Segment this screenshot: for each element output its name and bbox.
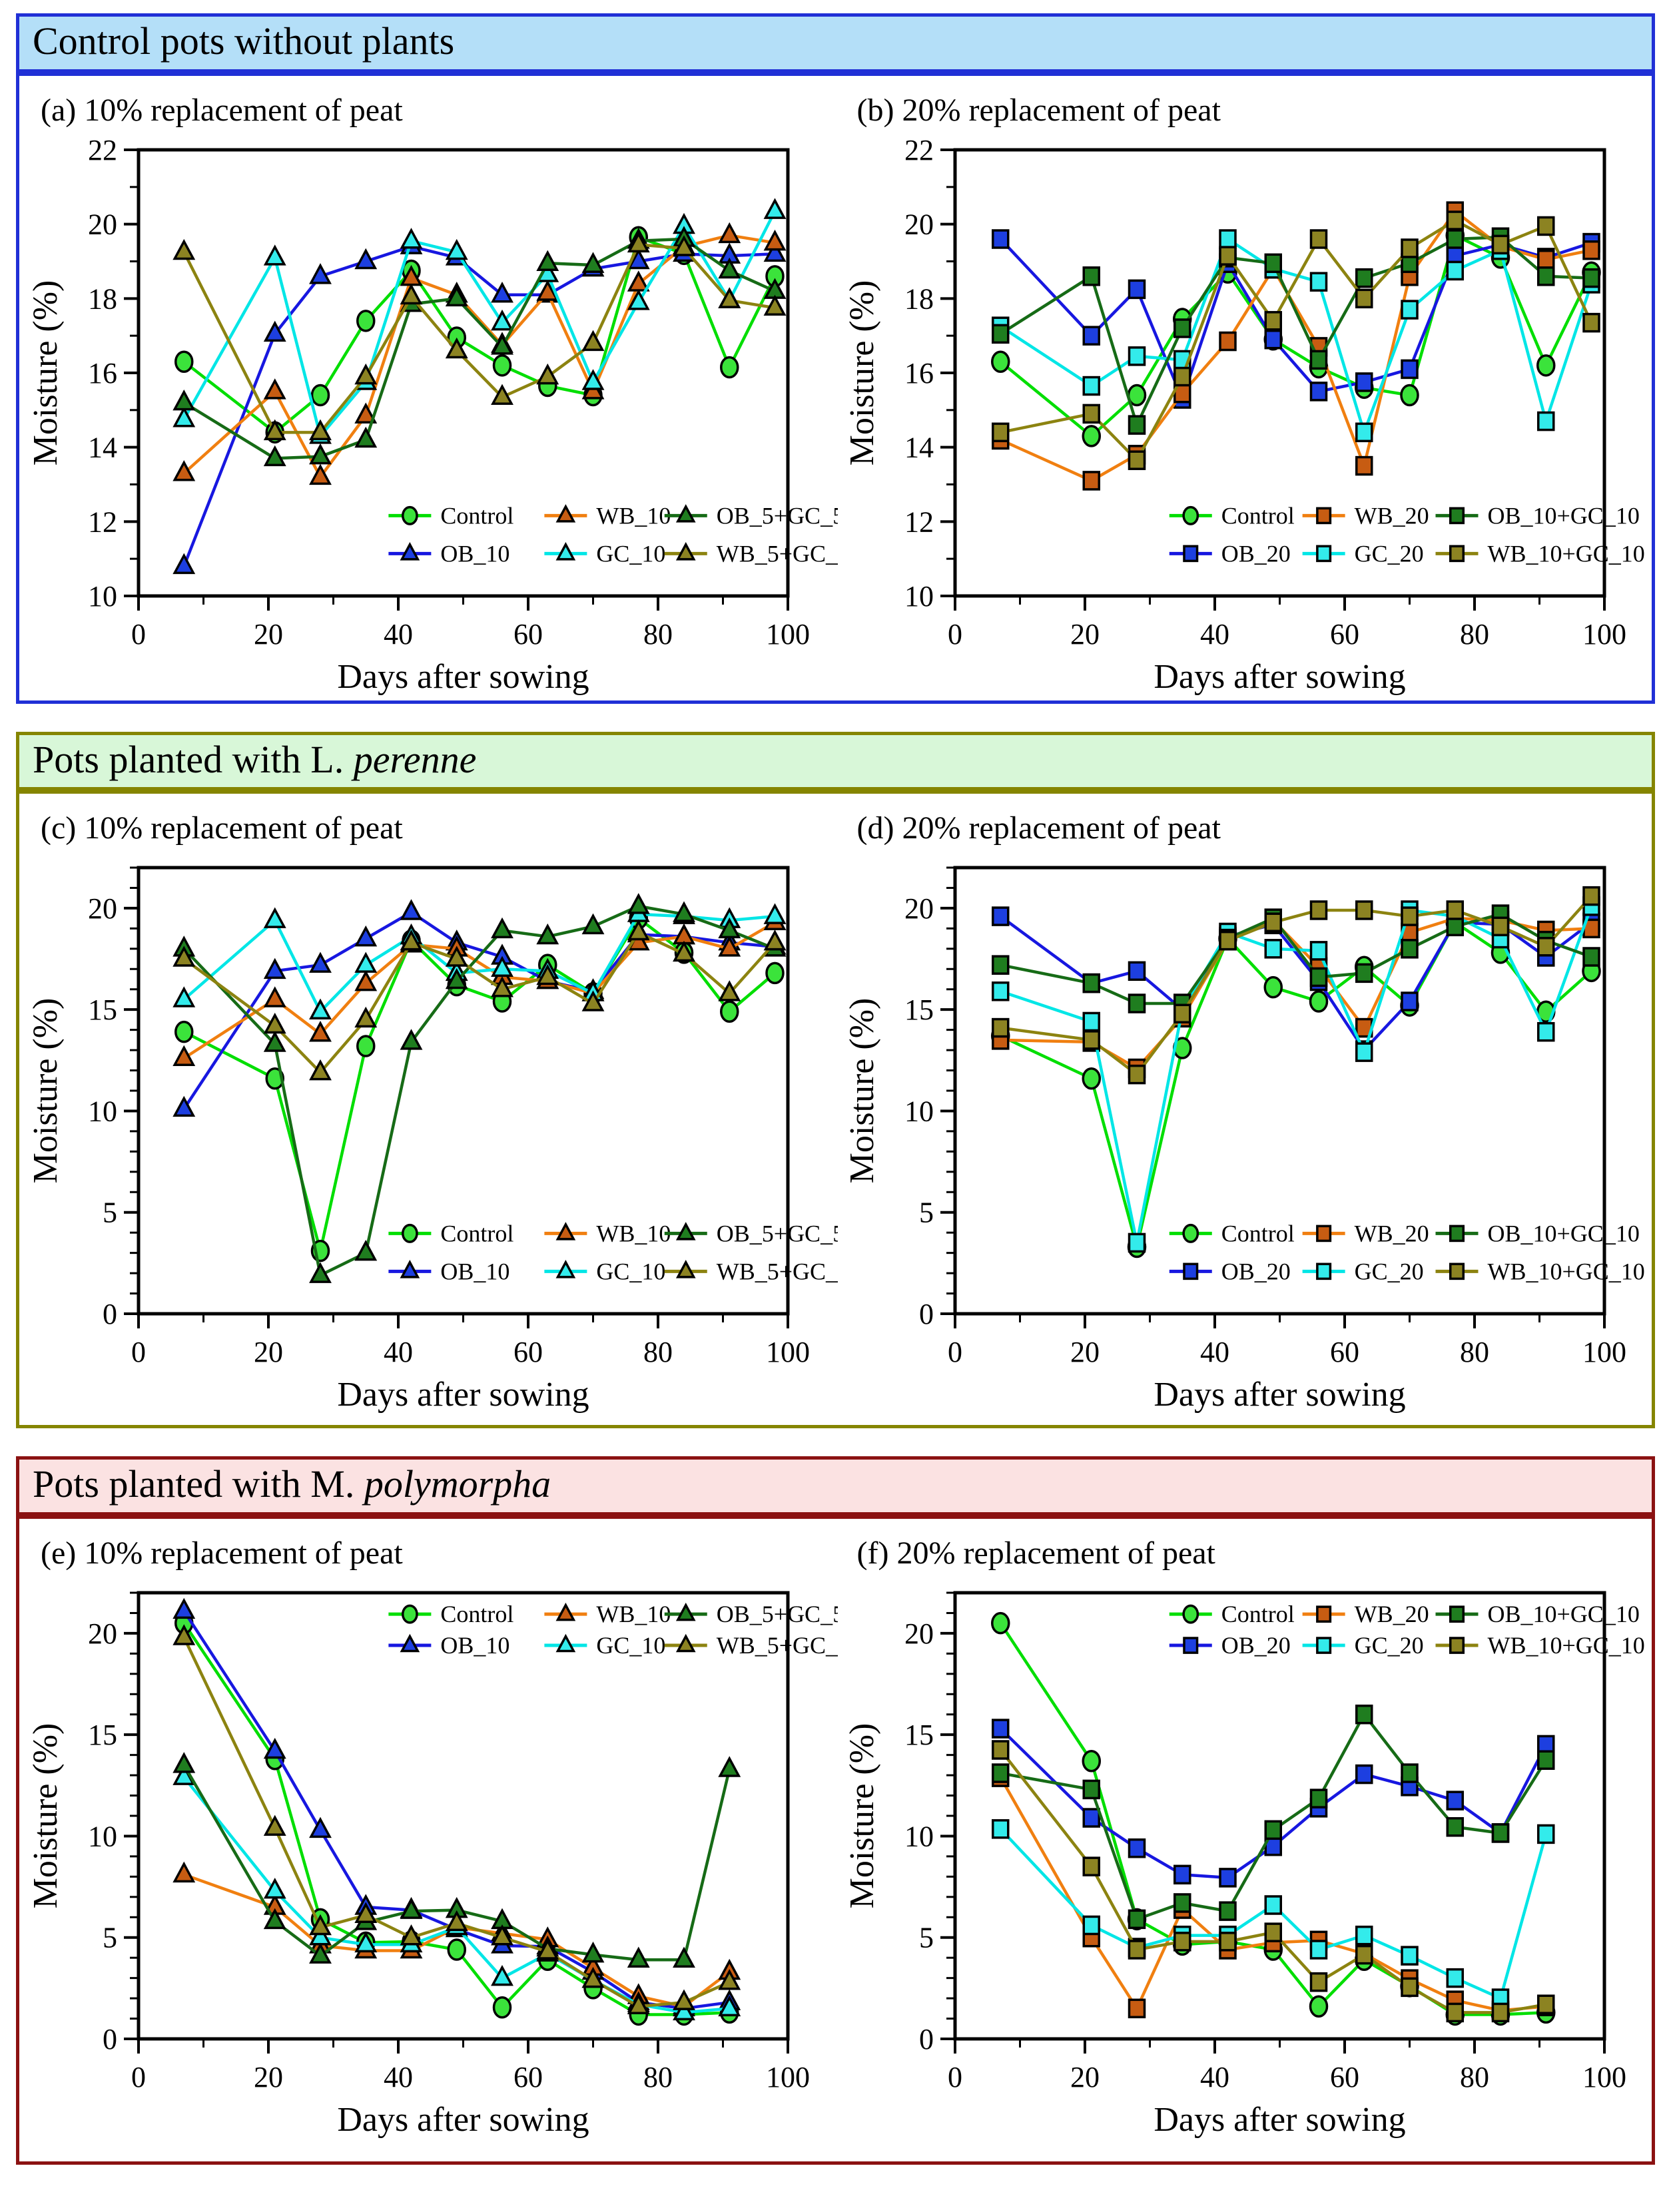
legend-entry-WB_10 — [544, 502, 671, 529]
x-tick-label: 40 — [1199, 2061, 1229, 2094]
x-tick-label: 20 — [254, 1336, 283, 1369]
series-WB_10+GC_10 — [992, 1741, 1553, 2021]
y-axis-title: Moisture (%) — [29, 1723, 65, 1909]
chart-c — [29, 851, 838, 1417]
y-tick-label: 10 — [88, 579, 117, 613]
x-tick-label: 80 — [643, 617, 673, 651]
series-Control — [176, 1613, 738, 2025]
section-header-control-pots — [16, 13, 1655, 73]
panel-d — [836, 800, 1652, 1425]
legend-entry-OB_10 — [388, 1632, 509, 1659]
legend-label: WB_10 — [596, 1220, 671, 1247]
x-tick-label: 0 — [131, 617, 146, 651]
x-tick-label: 0 — [947, 2061, 962, 2094]
y-tick-label: 15 — [904, 1719, 934, 1752]
section-header-italic: perenne — [353, 737, 477, 781]
legend-entry-WB_20 — [1302, 1221, 1429, 1247]
legend-label: WB_10 — [596, 502, 671, 529]
legend-entry-Control — [388, 1221, 513, 1247]
legend-label: GC_20 — [1354, 540, 1424, 567]
legend-entry-WB_10 — [544, 1221, 671, 1247]
y-axis-title: Moisture (%) — [29, 280, 65, 466]
legend-label: OB_5+GC_5 — [716, 1601, 838, 1628]
legend-label: Control — [1221, 1601, 1295, 1628]
series-WB_20 — [992, 1769, 1553, 2019]
x-tick-label: 60 — [513, 1336, 543, 1369]
legend-entry-WB_10+GC_10 — [1435, 1258, 1644, 1285]
legend — [388, 1221, 838, 1285]
panel-e-heading: (e) 10% replacement of peat — [41, 1535, 403, 1571]
legend-label: OB_20 — [1221, 1632, 1291, 1659]
legend-label: WB_10+GC_10 — [1487, 1258, 1645, 1285]
legend-entry-OB_10+GC_10 — [1435, 1221, 1639, 1247]
y-tick-label: 5 — [103, 1197, 117, 1230]
legend-entry-Control — [1169, 1601, 1294, 1627]
legend-entry-OB_5+GC_5 — [665, 1601, 838, 1627]
x-tick-label: 60 — [1329, 2061, 1359, 2094]
legend-entry-WB_20 — [1302, 502, 1429, 529]
panel-e — [19, 1525, 836, 2161]
legend-entry-OB_5+GC_5 — [665, 1221, 838, 1247]
x-tick-label: 60 — [513, 2061, 543, 2094]
chart-svg-b — [845, 133, 1654, 699]
section-gap — [16, 704, 1655, 732]
section-gap — [16, 1428, 1655, 1456]
y-tick-label: 18 — [88, 282, 117, 316]
legend-entry-OB_10 — [388, 1258, 509, 1285]
legend-entry-OB_5+GC_5 — [665, 502, 838, 529]
series-OB_20 — [992, 1720, 1553, 1886]
section-box-m-polymorpha — [16, 1516, 1655, 2165]
legend-entry-OB_20 — [1169, 540, 1290, 567]
x-tick-label: 20 — [1070, 1336, 1100, 1369]
x-tick-label: 40 — [1199, 1336, 1229, 1369]
legend-entry-Control — [1169, 1221, 1294, 1247]
legend-entry-WB_10+GC_10 — [1435, 540, 1644, 567]
y-tick-label: 15 — [88, 1719, 117, 1752]
legend-label: Control — [1221, 1220, 1295, 1247]
legend-entry-GC_10 — [544, 1258, 665, 1285]
x-axis-title: Days after sowing — [337, 1376, 589, 1414]
y-tick-label: 20 — [88, 208, 117, 241]
legend-label: Control — [1221, 502, 1295, 529]
x-tick-label: 60 — [1329, 1336, 1359, 1369]
y-tick-label: 20 — [904, 208, 934, 241]
y-tick-label: 18 — [904, 282, 934, 316]
axes — [88, 1593, 810, 2093]
x-axis-title: Days after sowing — [1153, 1376, 1406, 1414]
legend-label: OB_10 — [440, 1258, 510, 1285]
y-axis-title: Moisture (%) — [844, 1723, 881, 1909]
legend-entry-OB_10+GC_10 — [1435, 502, 1639, 529]
legend-label: WB_20 — [1354, 502, 1429, 529]
x-tick-label: 80 — [643, 1336, 673, 1369]
chart-b — [845, 133, 1654, 699]
y-tick-label: 12 — [904, 505, 934, 539]
legend-label: OB_5+GC_5 — [716, 1220, 838, 1247]
x-tick-label: 80 — [1459, 2061, 1489, 2094]
x-tick-label: 40 — [384, 2061, 413, 2094]
y-tick-label: 5 — [103, 1921, 117, 1954]
y-tick-label: 15 — [904, 993, 934, 1027]
x-tick-label: 60 — [513, 617, 543, 651]
section-header-text: Pots planted with M. — [33, 1462, 364, 1506]
x-tick-label: 40 — [384, 617, 413, 651]
y-tick-label: 10 — [88, 1820, 117, 1853]
x-tick-label: 0 — [947, 1336, 962, 1369]
x-tick-label: 20 — [1070, 617, 1100, 651]
series-Control — [992, 913, 1599, 1257]
panel-d-heading: (d) 20% replacement of peat — [856, 810, 1221, 846]
x-axis-title: Days after sowing — [337, 2101, 589, 2139]
legend-label: GC_10 — [596, 1258, 666, 1285]
chart-svg-e — [29, 1576, 838, 2142]
x-tick-label: 100 — [766, 2061, 810, 2094]
panel-c — [19, 800, 836, 1425]
panel-b-heading: (b) 20% replacement of peat — [856, 92, 1221, 128]
y-tick-label: 12 — [88, 505, 117, 539]
legend-entry-GC_20 — [1302, 1258, 1423, 1285]
series-Control — [992, 1613, 1554, 2025]
y-tick-label: 10 — [904, 1095, 934, 1128]
legend-label: GC_10 — [596, 540, 666, 567]
legend-label: WB_10+GC_10 — [1487, 1632, 1645, 1659]
legend — [1169, 1221, 1644, 1285]
plot-frame — [955, 150, 1604, 596]
chart-svg-d — [845, 851, 1654, 1417]
legend-label: Control — [440, 502, 514, 529]
panel-a-heading: (a) 10% replacement of peat — [41, 92, 403, 128]
y-tick-label: 20 — [88, 1617, 117, 1650]
y-tick-label: 0 — [103, 1298, 117, 1331]
x-tick-label: 40 — [1199, 617, 1229, 651]
legend-label: Control — [440, 1220, 514, 1247]
x-tick-label: 80 — [1459, 1336, 1489, 1369]
legend-label: WB_20 — [1354, 1601, 1429, 1628]
chart-svg-f — [845, 1576, 1654, 2142]
section-header-text: Control pots without plants — [33, 19, 455, 63]
section-header-m-polymorpha — [16, 1456, 1655, 1516]
x-tick-label: 20 — [254, 2061, 283, 2094]
legend-label: GC_20 — [1354, 1632, 1424, 1659]
plot-frame — [139, 150, 788, 596]
x-tick-label: 100 — [1582, 2061, 1626, 2094]
legend-label: OB_5+GC_5 — [716, 502, 838, 529]
legend-label: WB_10 — [596, 1601, 671, 1628]
x-tick-label: 100 — [766, 617, 810, 651]
legend-entry-Control — [1169, 502, 1294, 529]
legend-entry-GC_10 — [544, 1632, 665, 1659]
x-axis-title: Days after sowing — [337, 657, 589, 696]
legend-entry-OB_10 — [388, 540, 509, 567]
x-tick-label: 20 — [1070, 2061, 1100, 2094]
legend-entry-OB_10+GC_10 — [1435, 1601, 1639, 1627]
y-tick-label: 16 — [88, 356, 117, 390]
legend — [1169, 502, 1644, 567]
y-tick-label: 16 — [904, 356, 934, 390]
axes — [904, 134, 1626, 651]
legend-label: OB_10+GC_10 — [1487, 1220, 1640, 1247]
y-tick-label: 20 — [904, 1617, 934, 1650]
chart-a — [29, 133, 838, 699]
x-tick-label: 0 — [131, 1336, 146, 1369]
legend-entry-OB_20 — [1169, 1632, 1290, 1659]
x-tick-label: 80 — [643, 2061, 673, 2094]
chart-e — [29, 1576, 838, 2142]
legend-entry-WB_20 — [1302, 1601, 1429, 1627]
plot-frame — [139, 868, 788, 1314]
legend-entry-WB_5+GC_5 — [665, 1258, 838, 1285]
legend-entry-WB_5+GC_5 — [665, 1632, 838, 1659]
y-tick-label: 0 — [918, 2023, 934, 2056]
y-tick-label: 0 — [918, 1298, 934, 1331]
legend-label: OB_10 — [440, 1632, 510, 1659]
legend-label: OB_10+GC_10 — [1487, 1601, 1640, 1628]
x-axis-title: Days after sowing — [1153, 657, 1406, 696]
chart-svg-c — [29, 851, 838, 1417]
legend-entry-GC_10 — [544, 540, 665, 567]
y-tick-label: 15 — [88, 993, 117, 1027]
y-tick-label: 5 — [918, 1921, 934, 1954]
x-tick-label: 100 — [1582, 617, 1626, 651]
x-tick-label: 20 — [254, 617, 283, 651]
panel-a — [19, 83, 836, 700]
legend-label: GC_20 — [1354, 1258, 1424, 1285]
y-tick-label: 14 — [904, 431, 934, 464]
y-tick-label: 22 — [88, 133, 117, 166]
y-tick-label: 0 — [103, 2023, 117, 2056]
y-axis-title: Moisture (%) — [844, 280, 881, 466]
legend — [1169, 1601, 1644, 1659]
chart-d — [845, 851, 1654, 1417]
x-tick-label: 0 — [131, 2061, 146, 2094]
y-tick-label: 5 — [918, 1197, 934, 1230]
legend-entry-GC_20 — [1302, 1632, 1423, 1659]
legend-label: Control — [440, 1601, 514, 1628]
legend-entry-Control — [388, 1601, 513, 1627]
legend-label: GC_10 — [596, 1632, 666, 1659]
y-axis-title: Moisture (%) — [29, 998, 65, 1184]
section-header-italic: polymorpha — [364, 1462, 551, 1506]
axes — [88, 134, 810, 651]
legend-label: OB_10 — [440, 540, 510, 567]
legend — [388, 502, 838, 567]
panel-c-heading: (c) 10% replacement of peat — [41, 810, 403, 846]
series-WB_10 — [174, 912, 784, 1065]
y-tick-label: 20 — [904, 892, 934, 926]
x-tick-label: 80 — [1459, 617, 1489, 651]
legend-entry-GC_20 — [1302, 540, 1423, 567]
panel-f — [836, 1525, 1652, 2161]
section-box-control-pots — [16, 73, 1655, 704]
section-box-l-perenne — [16, 790, 1655, 1428]
legend-entry-Control — [388, 502, 513, 529]
x-axis-title: Days after sowing — [1153, 2101, 1406, 2139]
legend — [388, 1601, 838, 1659]
legend-label: WB_10+GC_10 — [1487, 540, 1645, 567]
panel-f-heading: (f) 20% replacement of peat — [856, 1535, 1215, 1571]
panel-b — [836, 83, 1652, 700]
series-OB_10 — [174, 902, 784, 1115]
legend-label: OB_20 — [1221, 1258, 1291, 1285]
section-header-l-perenne — [16, 732, 1655, 791]
legend-entry-OB_20 — [1169, 1258, 1290, 1285]
legend-entry-WB_5+GC_5 — [665, 540, 838, 567]
y-tick-label: 10 — [904, 579, 934, 613]
legend-label: WB_20 — [1354, 1220, 1429, 1247]
chart-f — [845, 1576, 1654, 2142]
y-tick-label: 20 — [88, 892, 117, 926]
legend-entry-WB_10+GC_10 — [1435, 1632, 1644, 1659]
plot-frame — [139, 1593, 788, 2039]
x-tick-label: 100 — [1582, 1336, 1626, 1369]
legend-label: OB_20 — [1221, 540, 1291, 567]
legend-label: OB_10+GC_10 — [1487, 502, 1640, 529]
y-tick-label: 10 — [88, 1095, 117, 1128]
legend-entry-WB_10 — [544, 1601, 671, 1627]
x-tick-label: 100 — [766, 1336, 810, 1369]
y-tick-label: 22 — [904, 133, 934, 166]
y-axis-title: Moisture (%) — [844, 998, 881, 1184]
x-tick-label: 0 — [947, 617, 962, 651]
legend-label: WB_5+GC_5 — [716, 1258, 838, 1285]
y-tick-label: 14 — [88, 431, 117, 464]
series-WB_5+GC_5 — [174, 922, 784, 1079]
chart-svg-a — [29, 133, 838, 699]
y-tick-label: 10 — [904, 1820, 934, 1853]
x-tick-label: 60 — [1329, 617, 1359, 651]
x-tick-label: 40 — [384, 1336, 413, 1369]
legend-label: WB_5+GC_5 — [716, 540, 838, 567]
section-header-text: Pots planted with L. — [33, 737, 354, 781]
legend-label: WB_5+GC_5 — [716, 1632, 838, 1659]
